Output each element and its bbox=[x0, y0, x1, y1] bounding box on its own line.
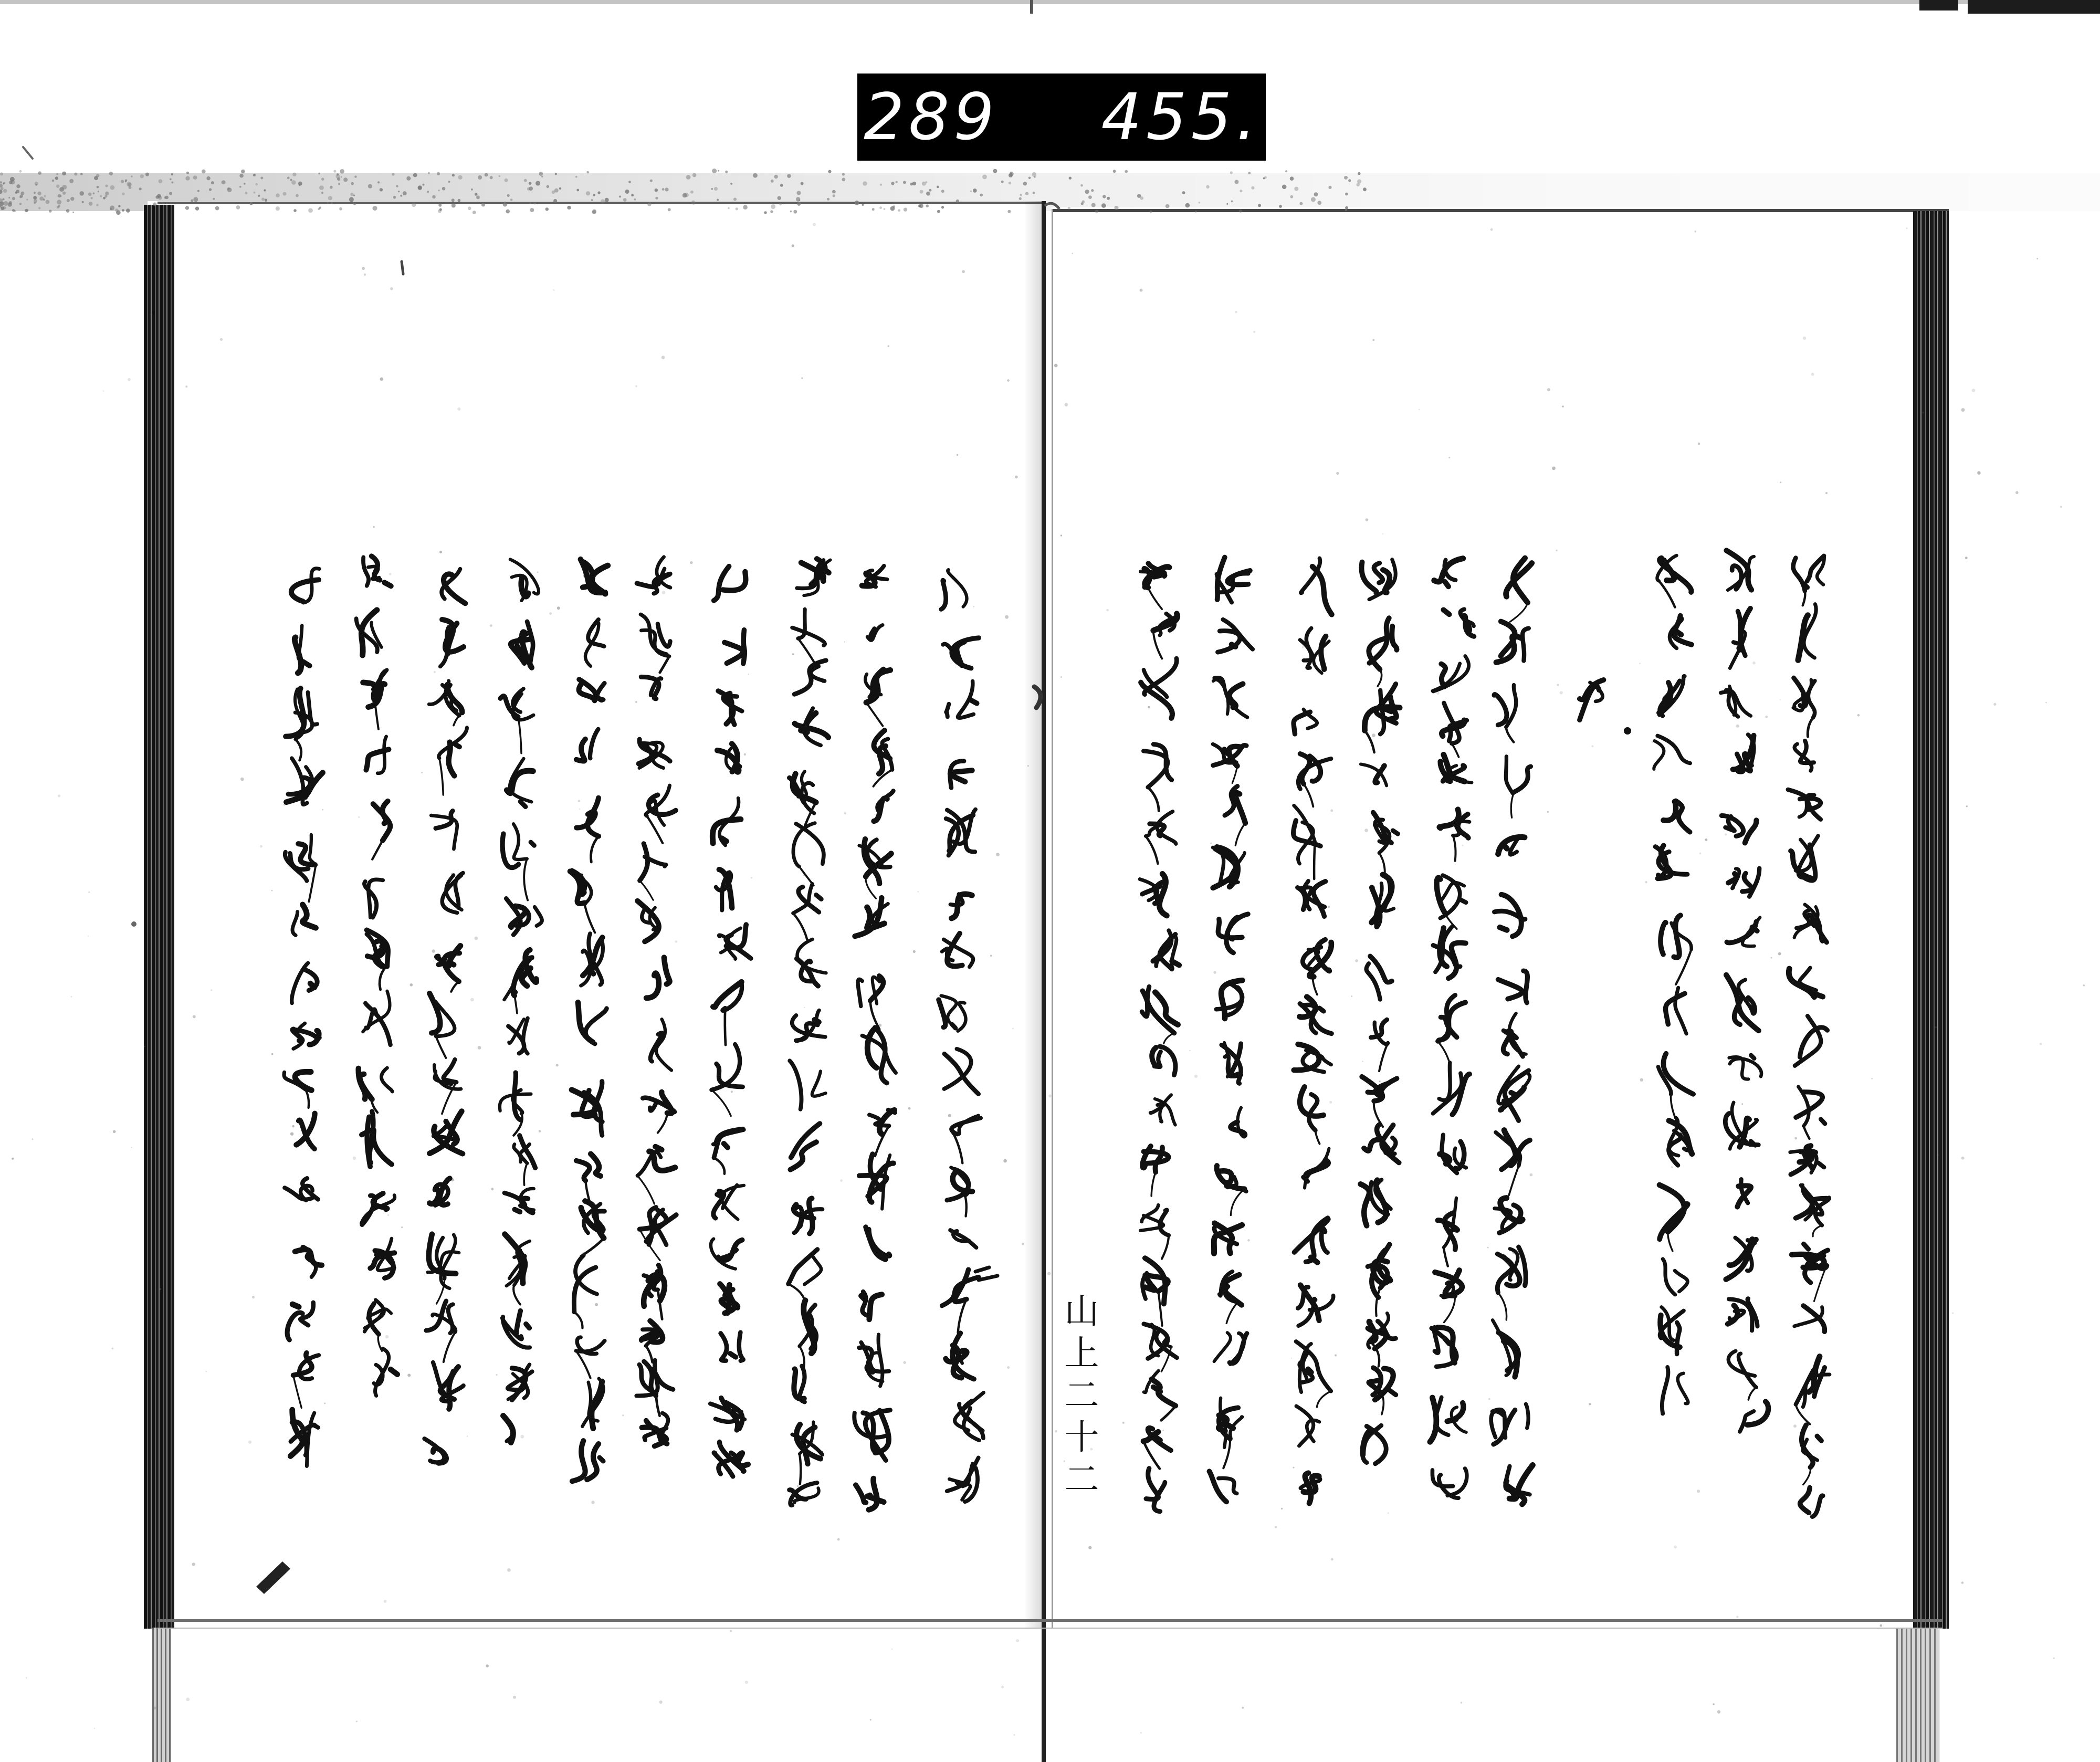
scan-top-right-mark bbox=[1919, 0, 1958, 11]
scan-dot bbox=[131, 921, 136, 927]
scan-speckle bbox=[712, 169, 717, 173]
scan-frame-label bbox=[857, 74, 1266, 161]
scan-speckle bbox=[88, 936, 89, 937]
scan-speckle bbox=[659, 1701, 663, 1704]
scan-speckle bbox=[26, 1677, 27, 1679]
scan-speckle bbox=[1977, 471, 1981, 475]
scan-speckle bbox=[993, 169, 997, 173]
scan-top-right-mark bbox=[1968, 0, 2100, 14]
scan-speckle bbox=[2045, 702, 2047, 704]
scan-top-tick bbox=[1030, 0, 1033, 14]
scan-speckle bbox=[1966, 805, 1968, 807]
right-page-top-edge bbox=[1052, 209, 1949, 212]
scan-speckle bbox=[112, 1348, 114, 1350]
scan-speckle bbox=[333, 170, 336, 173]
scan-speckle bbox=[1961, 1157, 1965, 1160]
right-page-edge-stack-lower bbox=[1896, 1628, 1939, 1762]
scan-speckle bbox=[1242, 1707, 1244, 1709]
scan-speckle bbox=[870, 1719, 872, 1721]
scan-speckle bbox=[1993, 703, 1996, 706]
scan-speckle bbox=[513, 1696, 516, 1699]
right-page-inner-edge bbox=[1052, 209, 1053, 1628]
scan-speckle bbox=[2083, 984, 2085, 986]
scan-speckle bbox=[1713, 1703, 1715, 1705]
book-gutter bbox=[1042, 201, 1046, 1762]
scan-speckle bbox=[1001, 1686, 1004, 1688]
right-page-edge-stack bbox=[1913, 211, 1949, 1629]
scan-speckle bbox=[745, 1681, 748, 1684]
book-bottom-edge bbox=[158, 1619, 1942, 1622]
scan-speckle bbox=[2040, 1043, 2042, 1045]
scan-speckle bbox=[19, 170, 22, 173]
left-page-edge-stack-lower bbox=[152, 1628, 171, 1762]
scan-speckle bbox=[1961, 1581, 1964, 1583]
scan-speckle bbox=[70, 996, 72, 998]
right-page bbox=[1052, 207, 1949, 1628]
scan-scratch bbox=[23, 147, 33, 159]
scan-speckle bbox=[12, 1158, 14, 1160]
scan-speckle bbox=[2060, 506, 2062, 508]
scan-speckle bbox=[828, 170, 831, 173]
left-page bbox=[148, 201, 1045, 1628]
scan-speckle bbox=[186, 1697, 190, 1701]
scan-speckle bbox=[1140, 1732, 1142, 1734]
scan-speckle bbox=[891, 1649, 893, 1650]
scan-speckle bbox=[1717, 1710, 1720, 1713]
scan-speckle bbox=[1461, 1702, 1462, 1703]
folio-annotation: 山上二十二 bbox=[1058, 1293, 1099, 1503]
scan-speckle bbox=[1965, 557, 1968, 559]
scan-speckle bbox=[1125, 170, 1128, 173]
scan-speckle bbox=[1961, 408, 1965, 412]
scan-speckle bbox=[1952, 1313, 1954, 1314]
left-page-edge-stack bbox=[144, 205, 174, 1629]
scan-speckle bbox=[2015, 491, 2019, 494]
scan-speckle bbox=[356, 1721, 358, 1722]
frame-number-left: 289 bbox=[864, 80, 999, 154]
scan-speckle bbox=[2053, 1658, 2055, 1659]
scan-top-edge bbox=[0, 0, 2100, 4]
scan-speckle bbox=[1013, 1734, 1015, 1736]
frame-number-right: 455. bbox=[1101, 80, 1261, 154]
gutter-shadow bbox=[1024, 201, 1042, 1628]
scan-speckle bbox=[113, 1130, 116, 1133]
scan-speckle bbox=[58, 794, 60, 797]
left-page-top-edge bbox=[158, 202, 1045, 204]
scan-speckle bbox=[94, 1728, 95, 1729]
scan-speckle bbox=[1047, 1272, 1051, 1275]
scan-speckle bbox=[32, 1138, 34, 1140]
scan-speckle bbox=[131, 1147, 132, 1148]
scan-speckle bbox=[486, 1664, 489, 1667]
scan-speckle bbox=[128, 378, 131, 381]
scan-speckle bbox=[1016, 1639, 1019, 1642]
scan-speckle bbox=[89, 892, 90, 893]
scan-speckle bbox=[72, 212, 74, 213]
scan-speckle bbox=[1972, 389, 1976, 392]
scan-speckle bbox=[1285, 170, 1287, 172]
scan-speckle bbox=[718, 170, 719, 172]
scan-speckle bbox=[730, 1630, 732, 1632]
scan-speckle bbox=[1113, 170, 1116, 173]
book-bottom-edge-faint bbox=[158, 1628, 1942, 1629]
scan-speckle bbox=[2036, 258, 2038, 259]
scan-speckle bbox=[103, 391, 104, 392]
